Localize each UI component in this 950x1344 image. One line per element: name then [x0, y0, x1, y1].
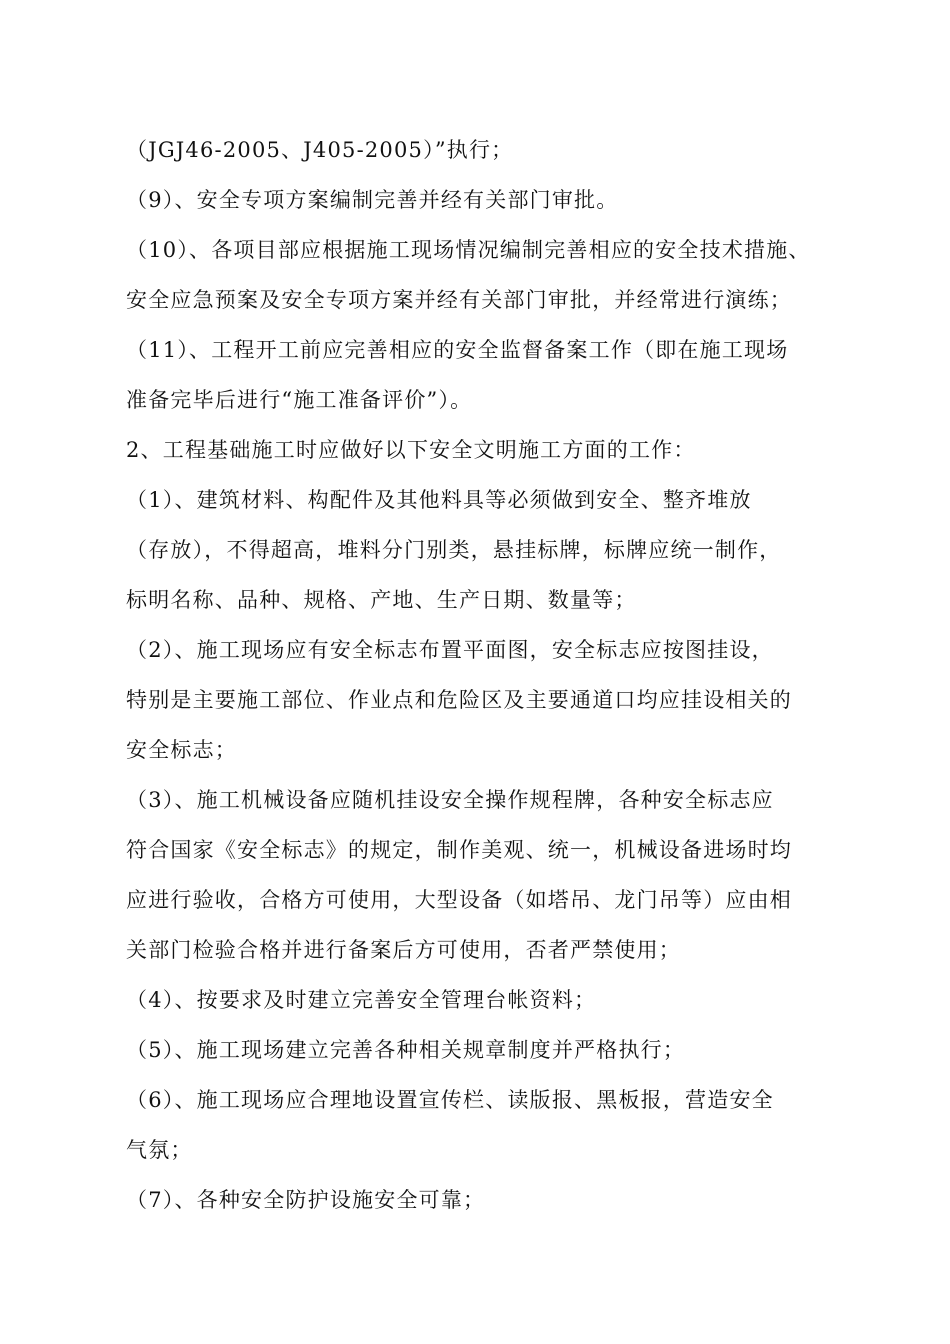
text-line: 应进行验收，合格方可使用，大型设备（如塔吊、龙门吊等）应由相 — [126, 888, 792, 912]
text-line: 安全标志； — [126, 738, 237, 762]
section-heading: 2、工程基础施工时应做好以下安全文明施工方面的工作： — [126, 438, 696, 462]
text-line: （存放），不得超高，堆料分门别类，悬挂标牌，标牌应统一制作， — [126, 538, 782, 562]
text-line: （7）、各种安全防护设施安全可靠； — [126, 1188, 486, 1212]
text-line: （3）、施工机械设备应随机挂设安全操作规程牌，各种安全标志应 — [126, 788, 774, 812]
text-line: （5）、施工现场建立完善各种相关规章制度并严格执行； — [126, 1038, 686, 1062]
text-line: （11）、工程开工前应完善相应的安全监督备案工作（即在施工现场 — [126, 338, 789, 362]
text-line: 安全应急预案及安全专项方案并经有关部门审批，并经常进行演练； — [126, 288, 792, 312]
text-line: （1）、建筑材料、构配件及其他料具等必须做到安全、整齐堆放 — [126, 488, 752, 512]
text-line: （4）、按要求及时建立完善安全管理台帐资料； — [126, 988, 597, 1012]
text-line: 气氛； — [126, 1138, 193, 1162]
text-line: 标明名称、品种、规格、产地、生产日期、数量等； — [126, 588, 637, 612]
text-line: （JGJ46-2005、J405-2005）”执行； — [126, 138, 514, 162]
text-line: （9）、安全专项方案编制完善并经有关部门审批。 — [126, 188, 619, 212]
text-line: （2）、施工现场应有安全标志布置平面图，安全标志应按图挂设， — [126, 638, 774, 662]
text-line: 特别是主要施工部位、作业点和危险区及主要通道口均应挂设相关的 — [126, 688, 792, 712]
text-line: 准备完毕后进行“施工准备评价”）。 — [126, 388, 473, 412]
text-line: （6）、施工现场应合理地设置宣传栏、读版报、黑板报，营造安全 — [126, 1088, 774, 1112]
text-line: （10）、各项目部应根据施工现场情况编制完善相应的安全技术措施、 — [126, 238, 811, 262]
text-line: 符合国家《安全标志》的规定，制作美观、统一，机械设备进场时均 — [126, 838, 792, 862]
text-line: 关部门检验合格并进行备案后方可使用，否者严禁使用； — [126, 938, 681, 962]
